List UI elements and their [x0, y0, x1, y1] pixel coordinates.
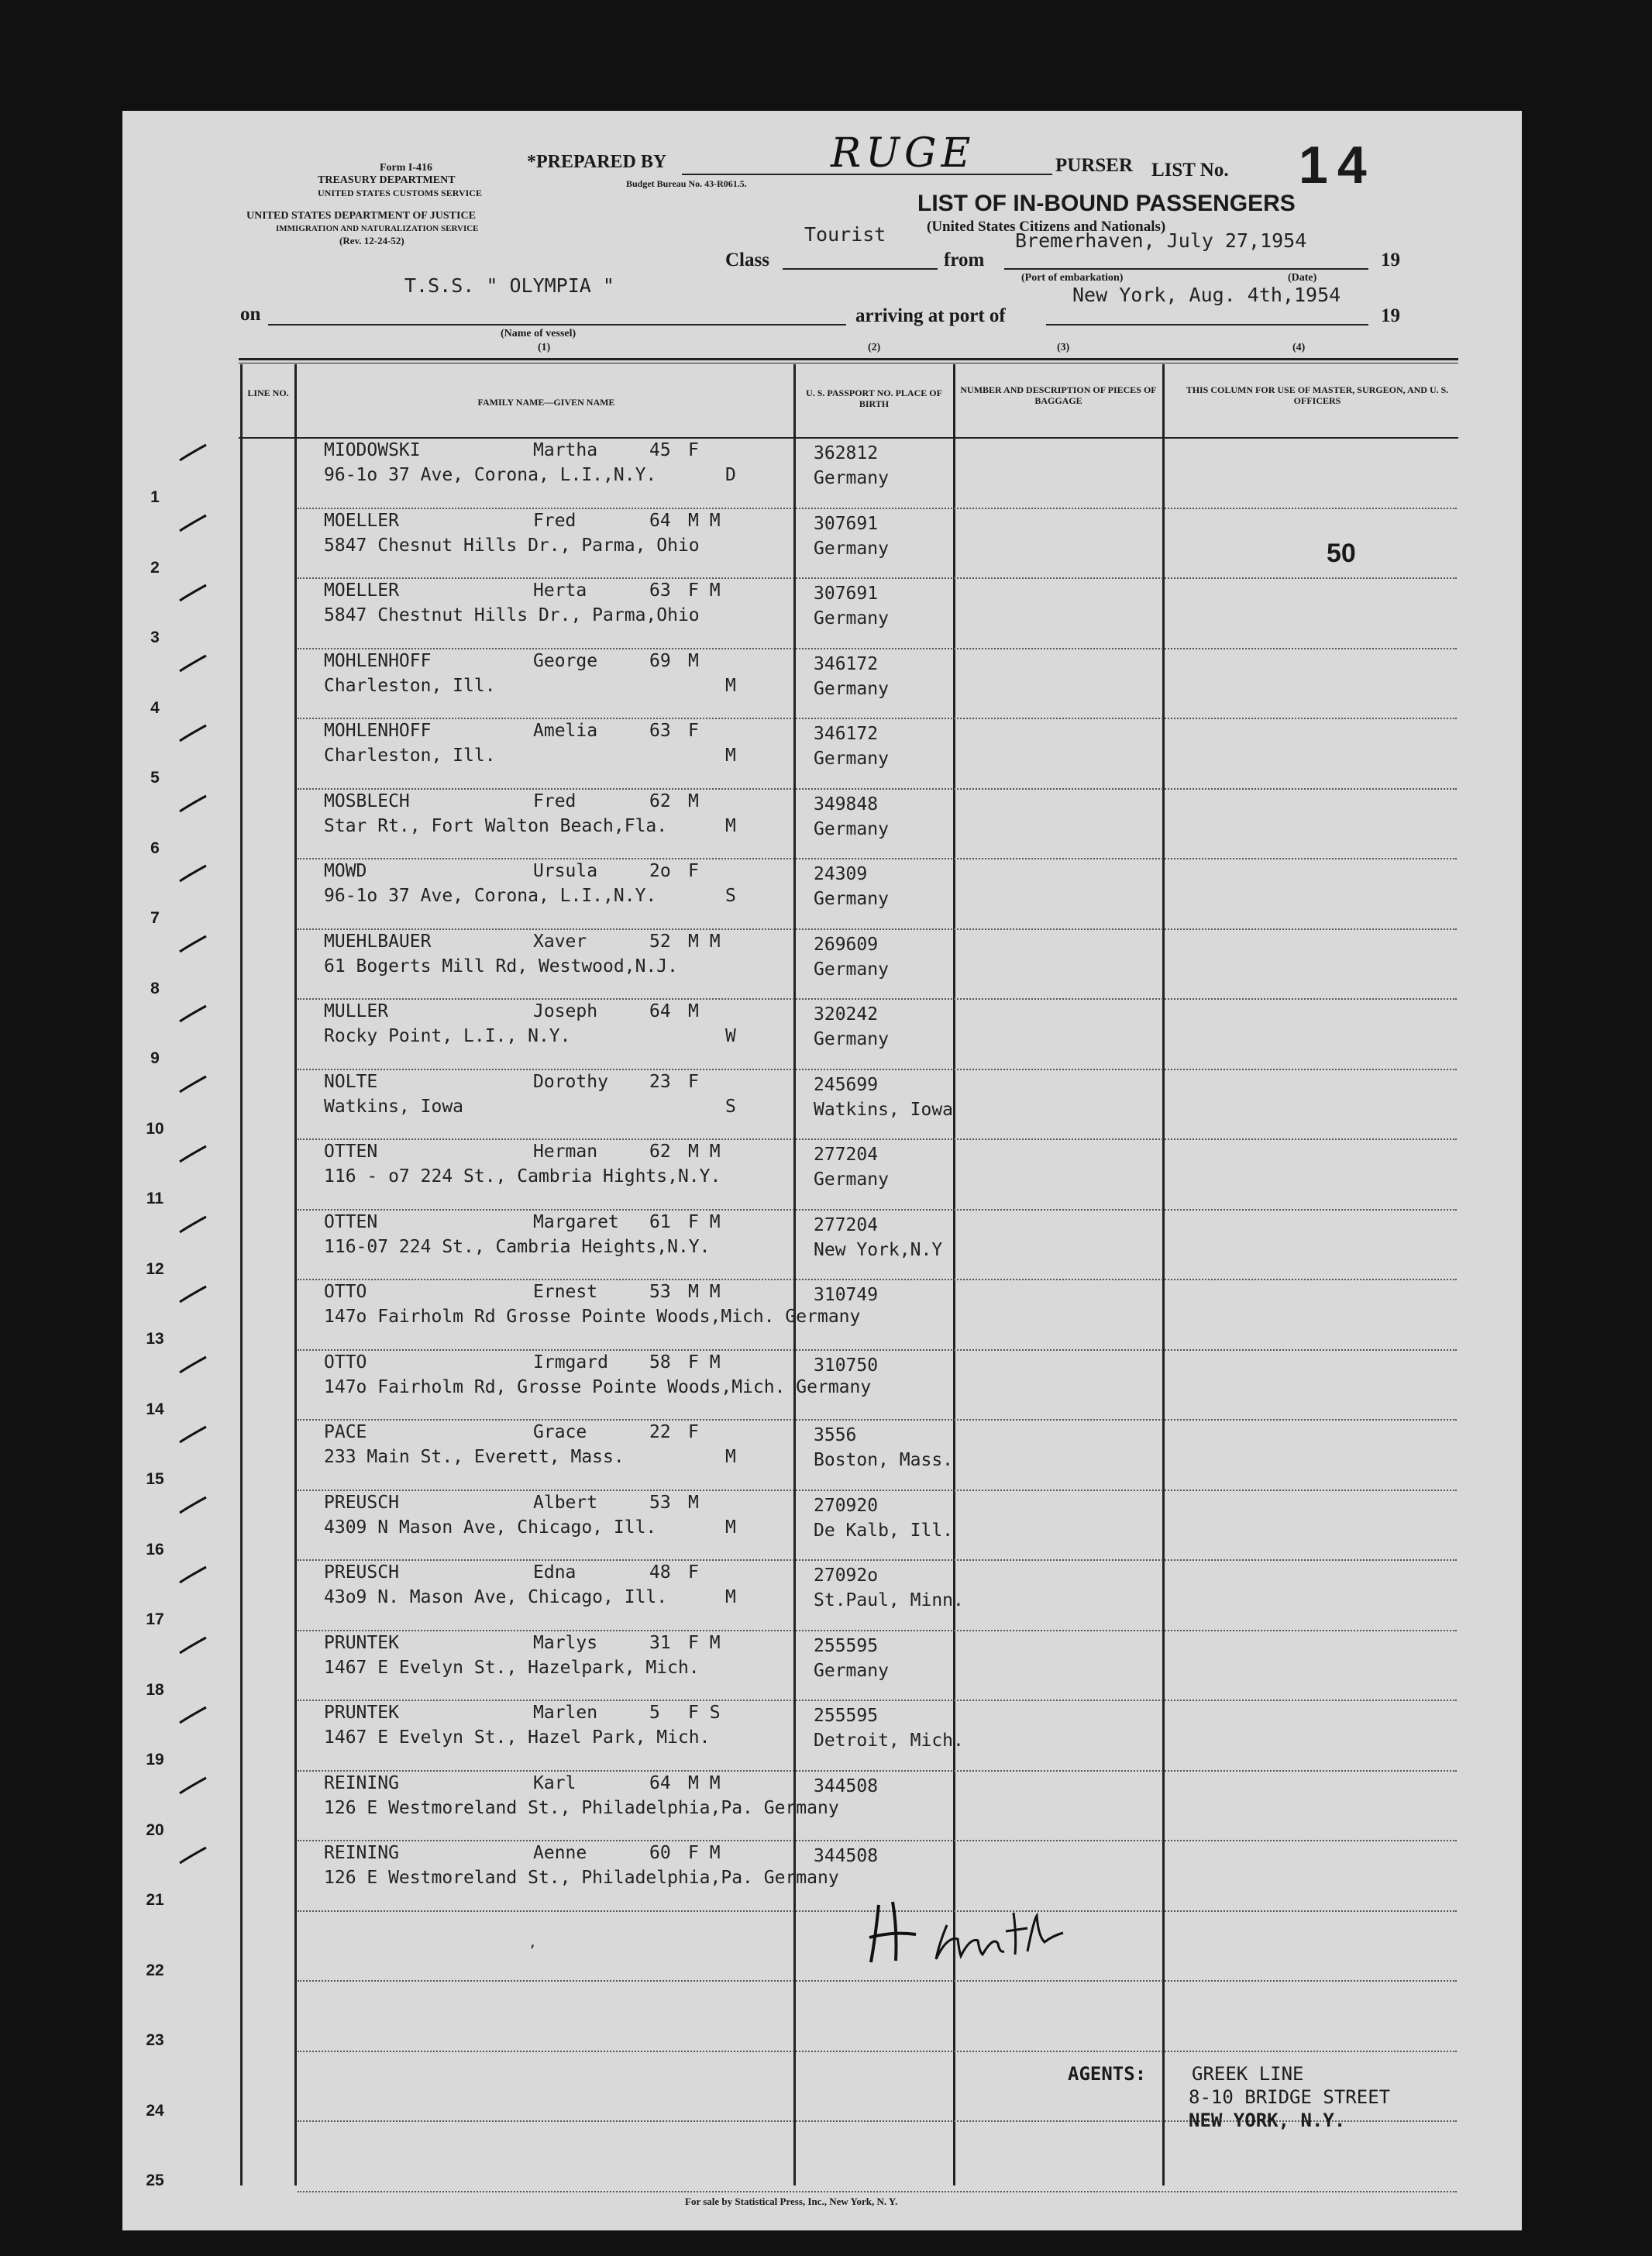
- line-number: 2: [150, 558, 160, 577]
- place-of-birth: Germany: [814, 959, 889, 980]
- passport-number: 245699: [814, 1074, 879, 1095]
- row-separator: [298, 1419, 1457, 1421]
- marital-status: M: [725, 675, 736, 696]
- age: 45: [649, 440, 671, 460]
- marital-status: S: [725, 886, 736, 906]
- line-number: 7: [150, 909, 160, 927]
- list-no-label: LIST No.: [1151, 160, 1229, 181]
- line-number: 5: [150, 769, 160, 787]
- document-subtitle: (United States Citizens and Nationals): [927, 219, 1166, 235]
- place-of-birth: Germany: [814, 538, 889, 559]
- arriving-value: New York, Aug. 4th,1954: [1072, 284, 1341, 306]
- line-number: 25: [146, 2172, 164, 2189]
- line-number: 13: [146, 1330, 164, 1348]
- age: 64: [649, 510, 671, 531]
- given-name: Martha: [533, 440, 598, 460]
- given-name: Ursula: [533, 861, 598, 881]
- from-value: Bremerhaven, July 27,1954: [1015, 229, 1307, 252]
- form-id: Form I-416: [380, 162, 433, 174]
- sex: M M: [688, 1282, 721, 1302]
- passport-number: 3556: [814, 1425, 857, 1445]
- address: 5847 Chestnut Hills Dr., Parma,Ohio: [324, 605, 700, 625]
- row-separator: [298, 508, 1457, 509]
- row-separator: [298, 1279, 1457, 1280]
- tick-mark: [178, 1145, 208, 1163]
- given-name: Herta: [533, 580, 587, 601]
- given-name: Ernest: [533, 1282, 598, 1302]
- passport-number: 269609: [814, 934, 879, 955]
- agents-line-1: GREEK LINE: [1192, 2063, 1304, 2085]
- row-separator: [298, 1630, 1457, 1631]
- agents-line-3: NEW YORK, N.Y.: [1189, 2110, 1346, 2131]
- address: Charleston, Ill.: [324, 746, 496, 766]
- age: 23: [649, 1071, 671, 1092]
- on-label: on: [240, 304, 261, 325]
- given-name: Karl: [533, 1772, 576, 1793]
- family-name: PREUSCH: [324, 1562, 399, 1583]
- tick-mark: [178, 1355, 208, 1374]
- sex: F: [688, 1562, 699, 1583]
- sex: M M: [688, 931, 721, 952]
- place-of-birth: Germany: [814, 1169, 889, 1190]
- row-separator: [298, 718, 1457, 719]
- address: 126 E Westmoreland St., Philadelphia,Pa. Germany: [324, 1797, 839, 1818]
- row-separator: [298, 788, 1457, 790]
- address: 43o9 N. Mason Ave, Chicago, Ill.: [324, 1587, 668, 1607]
- row-separator: [298, 1559, 1457, 1561]
- class-label: Class: [725, 250, 769, 270]
- line-number: 19: [146, 1751, 164, 1769]
- passport-number: 310750: [814, 1355, 879, 1376]
- given-name: George: [533, 650, 598, 671]
- footer-printer: For sale by Statistical Press, Inc., New York, N. Y.: [685, 2196, 898, 2207]
- address: 126 E Westmoreland St., Philadelphia,Pa. Germany: [324, 1868, 839, 1888]
- age: 52: [649, 931, 671, 952]
- family-name: PACE: [324, 1422, 367, 1442]
- sex: M: [688, 650, 699, 671]
- tick-mark: [178, 1425, 208, 1444]
- address: 116 - o7 224 St., Cambria Hights,N.Y.: [324, 1166, 721, 1187]
- given-name: Herman: [533, 1142, 598, 1162]
- given-name: Fred: [533, 790, 576, 811]
- tick-mark: [178, 1776, 208, 1795]
- family-name: OTTEN: [324, 1142, 378, 1162]
- age: 53: [649, 1492, 671, 1513]
- place-of-birth: St.Paul, Minn.: [814, 1590, 964, 1610]
- signature-text-hidden: [862, 1968, 864, 1969]
- row-separator: [298, 1069, 1457, 1070]
- family-name: PRUNTEK: [324, 1703, 399, 1723]
- line-number: 20: [146, 1820, 164, 1839]
- tick-mark: [178, 1004, 208, 1023]
- family-name: REINING: [324, 1772, 399, 1793]
- line-number: 22: [146, 1961, 164, 1979]
- from-underline: [1004, 268, 1368, 270]
- given-name: Grace: [533, 1422, 587, 1442]
- address: 233 Main St., Everett, Mass.: [324, 1447, 625, 1467]
- line-number: 23: [146, 2031, 164, 2049]
- line-number: 24: [146, 2101, 164, 2120]
- line-number: 8: [150, 979, 160, 997]
- address: 96-1o 37 Ave, Corona, L.I.,N.Y.: [324, 886, 657, 906]
- tick-mark: [178, 1285, 208, 1304]
- header-bottom-rule: [239, 437, 1458, 439]
- sex: F M: [688, 580, 721, 601]
- family-name: NOLTE: [324, 1071, 378, 1092]
- place-of-birth: Germany: [814, 1029, 889, 1049]
- sex: M M: [688, 1142, 721, 1162]
- header-passport: U. S. PASSPORT NO. PLACE OF BIRTH: [806, 387, 942, 409]
- passport-number: 307691: [814, 513, 879, 534]
- row-separator: [298, 1840, 1457, 1841]
- line-number: 18: [146, 1680, 164, 1699]
- family-name: PREUSCH: [324, 1492, 399, 1513]
- tick-mark: [178, 654, 208, 673]
- given-name: Marlys: [533, 1632, 598, 1653]
- address: Star Rt., Fort Walton Beach,Fla.: [324, 815, 668, 836]
- tick-mark: [178, 1636, 208, 1655]
- given-name: Edna: [533, 1562, 576, 1583]
- sex: F: [688, 440, 699, 460]
- given-name: Amelia: [533, 721, 598, 741]
- place-of-birth: Germany: [814, 749, 889, 769]
- class-value: Tourist: [804, 223, 886, 246]
- address: 147o Fairholm Rd, Grosse Pointe Woods,Mich. Germany: [324, 1376, 872, 1397]
- given-name: Aenne: [533, 1843, 587, 1863]
- class-underline: [783, 268, 938, 270]
- line-number: 9: [150, 1049, 160, 1067]
- marital-status: M: [725, 815, 736, 836]
- list-number: 14: [1299, 136, 1376, 195]
- place-of-birth: Boston, Mass.: [814, 1450, 954, 1470]
- passport-number: 344508: [814, 1776, 879, 1796]
- line-number: 11: [146, 1190, 164, 1207]
- sex: M: [688, 1001, 699, 1021]
- tick-mark: [178, 1846, 208, 1865]
- place-of-birth: Detroit, Mich.: [814, 1731, 964, 1751]
- passport-number: 320242: [814, 1004, 879, 1025]
- agents-label: AGENTS:: [1068, 2063, 1147, 2085]
- tick-mark: [178, 1706, 208, 1724]
- address: 96-1o 37 Ave, Corona, L.I.,N.Y.: [324, 465, 657, 485]
- age: 69: [649, 650, 671, 671]
- address: 147o Fairholm Rd Grosse Pointe Woods,Mich. Germany: [324, 1307, 861, 1327]
- place-of-birth: De Kalb, Ill.: [814, 1520, 954, 1541]
- row-separator: [298, 2191, 1457, 2192]
- tick-mark: [178, 1215, 208, 1234]
- signature-scrawl: [862, 1897, 1094, 1967]
- tick-mark: [178, 443, 208, 462]
- sex: F S: [688, 1703, 721, 1723]
- passport-number: 307691: [814, 584, 879, 604]
- tick-mark: [178, 935, 208, 953]
- family-name: OTTEN: [324, 1211, 378, 1232]
- sex: M: [688, 1492, 699, 1513]
- passport-number: 349848: [814, 794, 879, 815]
- passport-number: 270920: [814, 1495, 879, 1516]
- family-name: MUEHLBAUER: [324, 931, 432, 952]
- line-number: 14: [146, 1400, 164, 1418]
- address: 5847 Chesnut Hills Dr., Parma, Ohio: [324, 535, 700, 556]
- family-name: OTTO: [324, 1352, 367, 1373]
- age: 62: [649, 790, 671, 811]
- line-number: 10: [146, 1119, 164, 1138]
- col-num-2: (2): [868, 342, 881, 353]
- age: 62: [649, 1142, 671, 1162]
- family-name: OTTO: [324, 1282, 367, 1302]
- table-top-rule: [239, 358, 1458, 360]
- address: 1467 E Evelyn St., Hazelpark, Mich.: [324, 1657, 700, 1678]
- line-number: 4: [150, 698, 160, 717]
- year-prefix-2: 19: [1381, 305, 1400, 326]
- tick-mark: [178, 1565, 208, 1584]
- stray-mark: ,: [528, 1934, 537, 1951]
- arriving-underline: [1046, 324, 1368, 325]
- place-of-birth: New York,N.Y: [814, 1239, 943, 1260]
- passport-number: 255595: [814, 1706, 879, 1726]
- place-of-birth: Watkins, Iowa: [814, 1099, 954, 1120]
- age: 60: [649, 1843, 671, 1863]
- family-name: MOELLER: [324, 510, 399, 531]
- line-number: 16: [146, 1540, 164, 1559]
- tick-mark: [178, 864, 208, 883]
- age: 63: [649, 580, 671, 601]
- row-separator: [298, 648, 1457, 649]
- line-number: 1: [150, 488, 160, 506]
- row-separator: [298, 1209, 1457, 1211]
- vessel-name: T.S.S. " OLYMPIA ": [404, 274, 614, 297]
- line-no-divider: [294, 364, 297, 2185]
- family-name: MULLER: [324, 1001, 389, 1021]
- row-separator: [298, 1138, 1457, 1140]
- baggage-divider: [1162, 364, 1165, 2185]
- prepared-by-label: *PREPARED BY: [527, 152, 667, 172]
- marital-status: W: [725, 1026, 736, 1046]
- family-name: MOWD: [324, 861, 367, 881]
- budget-bureau: Budget Bureau No. 43-R061.5.: [626, 178, 747, 189]
- address: 1467 E Evelyn St., Hazel Park, Mich.: [324, 1727, 711, 1748]
- marital-status: S: [725, 1096, 736, 1117]
- given-name: Marlen: [533, 1703, 598, 1723]
- col-num-4: (4): [1292, 342, 1306, 353]
- age: 22: [649, 1422, 671, 1442]
- passport-number: 24309: [814, 864, 868, 884]
- purser-name-handwritten: RUGE: [831, 130, 976, 177]
- col-num-1: (1): [538, 342, 551, 353]
- sex: M M: [688, 510, 721, 531]
- tick-mark: [178, 1075, 208, 1094]
- sex: F: [688, 1422, 699, 1442]
- header-line-no: LINE NO.: [247, 387, 289, 398]
- given-name: Dorothy: [533, 1071, 608, 1092]
- name-divider: [793, 364, 796, 2185]
- tick-mark: [178, 514, 208, 532]
- given-name: Joseph: [533, 1001, 598, 1021]
- family-name: MOSBLECH: [324, 790, 410, 811]
- given-name: Margaret: [533, 1211, 619, 1232]
- family-name: REINING: [324, 1843, 399, 1863]
- address: Watkins, Iowa: [324, 1096, 464, 1117]
- marital-status: M: [725, 1587, 736, 1607]
- family-name: MOHLENHOFF: [324, 650, 432, 671]
- line-number: 6: [150, 839, 160, 857]
- row-separator: [298, 858, 1457, 859]
- age: 63: [649, 721, 671, 741]
- marital-status: M: [725, 1447, 736, 1467]
- year-prefix-1: 19: [1381, 250, 1400, 270]
- given-name: Xaver: [533, 931, 587, 952]
- family-name: MOHLENHOFF: [324, 721, 432, 741]
- tick-mark: [178, 724, 208, 742]
- row-separator: [298, 1700, 1457, 1701]
- dept-treasury: TREASURY DEPARTMENT: [318, 174, 456, 186]
- place-of-birth: Germany: [814, 1660, 889, 1681]
- marital-status: M: [725, 746, 736, 766]
- passport-number: 310749: [814, 1285, 879, 1305]
- sex: F: [688, 1071, 699, 1092]
- agents-line-2: 8-10 BRIDGE STREET: [1189, 2086, 1391, 2108]
- family-name: PRUNTEK: [324, 1632, 399, 1653]
- arriving-label: arriving at port of: [855, 305, 1006, 326]
- age: 5: [649, 1703, 660, 1723]
- address: Rocky Point, L.I., N.Y.: [324, 1026, 571, 1046]
- form-revision: (Rev. 12-24-52): [339, 235, 404, 246]
- age: 64: [649, 1772, 671, 1793]
- place-of-birth: Germany: [814, 468, 889, 488]
- officer-note: 50: [1327, 538, 1356, 568]
- vessel-caption: (Name of vessel): [501, 328, 576, 339]
- family-name: MIODOWSKI: [324, 440, 421, 460]
- line-number: 3: [150, 629, 160, 646]
- place-of-birth: Germany: [814, 608, 889, 629]
- given-name: Irmgard: [533, 1352, 608, 1373]
- from-label: from: [944, 250, 985, 270]
- address: 4309 N Mason Ave, Chicago, Ill.: [324, 1517, 657, 1538]
- passport-number: 255595: [814, 1635, 879, 1656]
- sex: F M: [688, 1211, 721, 1232]
- age: 61: [649, 1211, 671, 1232]
- age: 2o: [649, 861, 671, 881]
- age: 48: [649, 1562, 671, 1583]
- signature: [862, 1897, 1094, 1971]
- given-name: Albert: [533, 1492, 598, 1513]
- line-number: 21: [146, 1891, 164, 1909]
- passport-number: 344508: [814, 1846, 879, 1866]
- row-separator: [298, 998, 1457, 1000]
- sex: F M: [688, 1352, 721, 1373]
- row-separator: [298, 1980, 1457, 1982]
- age: 64: [649, 1001, 671, 1021]
- place-of-birth: Germany: [814, 818, 889, 839]
- passport-number: 346172: [814, 653, 879, 674]
- row-separator: [298, 2051, 1457, 2052]
- given-name: Fred: [533, 510, 576, 531]
- header-baggage: NUMBER AND DESCRIPTION OF PIECES OF BAGGAGE: [960, 384, 1157, 406]
- row-separator: [298, 1349, 1457, 1351]
- purser-label: PURSER: [1055, 155, 1134, 176]
- passport-number: 362812: [814, 443, 879, 463]
- marital-status: D: [725, 465, 736, 485]
- place-of-birth: Germany: [814, 889, 889, 909]
- vessel-underline: [268, 324, 846, 325]
- family-name: MOELLER: [324, 580, 399, 601]
- sex: F M: [688, 1843, 721, 1863]
- col-num-3: (3): [1057, 342, 1070, 353]
- dept-customs: UNITED STATES CUSTOMS SERVICE: [318, 188, 482, 198]
- dept-justice: UNITED STATES DEPARTMENT OF JUSTICE: [246, 210, 476, 222]
- line-number: 17: [146, 1610, 164, 1628]
- line-number: 15: [146, 1470, 164, 1488]
- port-embark-caption: (Port of embarkation): [1021, 272, 1124, 284]
- address: 116-07 224 St., Cambria Heights,N.Y.: [324, 1236, 711, 1257]
- age: 53: [649, 1282, 671, 1302]
- row-separator: [298, 577, 1457, 579]
- sex: F M: [688, 1632, 721, 1653]
- header-officers: THIS COLUMN FOR USE OF MASTER, SURGEON, AND U. S. OFFICERS: [1186, 384, 1449, 406]
- passport-number: 277204: [814, 1145, 879, 1165]
- table-left-border: [240, 364, 243, 2185]
- tick-mark: [178, 1496, 208, 1514]
- tick-mark: [178, 584, 208, 602]
- passport-number: 346172: [814, 724, 879, 744]
- document-title: LIST OF IN-BOUND PASSENGERS: [917, 191, 1296, 216]
- line-number: 12: [146, 1259, 164, 1278]
- place-of-birth: Germany: [814, 678, 889, 699]
- age: 58: [649, 1352, 671, 1373]
- row-separator: [298, 1490, 1457, 1491]
- age: 31: [649, 1632, 671, 1653]
- row-separator: [298, 1770, 1457, 1772]
- address: 61 Bogerts Mill Rd, Westwood,N.J.: [324, 956, 678, 976]
- passport-number: 277204: [814, 1214, 879, 1235]
- header-name: FAMILY NAME—GIVEN NAME: [477, 397, 615, 408]
- address: Charleston, Ill.: [324, 675, 496, 696]
- dept-immigration: IMMIGRATION AND NATURALIZATION SERVICE: [276, 224, 479, 233]
- sex: F: [688, 861, 699, 881]
- sex: M: [688, 790, 699, 811]
- sex: F: [688, 721, 699, 741]
- date-caption: (Date): [1288, 272, 1317, 284]
- passport-number: 27092o: [814, 1565, 879, 1586]
- row-separator: [298, 928, 1457, 930]
- tick-mark: [178, 794, 208, 813]
- sex: M M: [688, 1772, 721, 1793]
- marital-status: M: [725, 1517, 736, 1538]
